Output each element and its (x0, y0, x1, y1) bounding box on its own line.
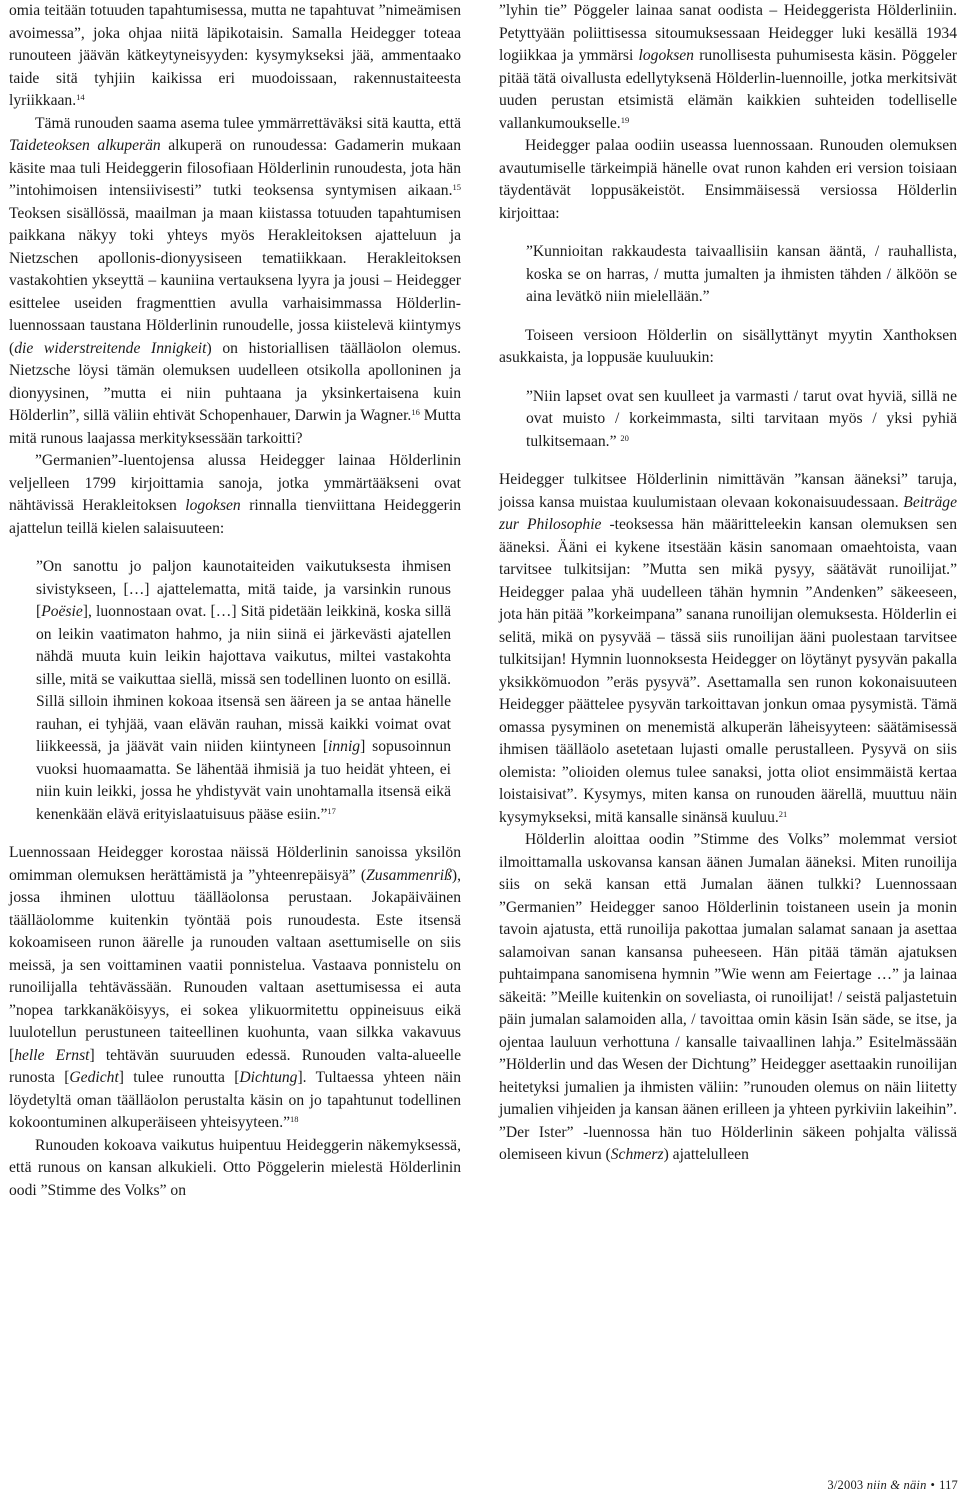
right-column (499, 0, 957, 1167)
page-footer (706, 1478, 958, 1493)
footnote-ref-19[interactable]: 19 (620, 114, 630, 125)
footnote-ref-20[interactable]: 20 (620, 432, 629, 443)
block-quote: ”Kunnioitan rakkaudesta taivaallisiin kansan ääntä, / rauhallista, koska se on harras, / mutta jumalten ja ihmisten tähden / älköön se aina levätkö niin mielellään.” (526, 243, 957, 305)
german-term: die widerstreitende Innigkeit (14, 339, 207, 357)
paragraph: Tämä runouden saama asema tulee ymmärrettäväksi sitä kautta, että Taideteoksen alkuperän alkuperä on runoudessa: Gadamerin mukaan käsite maa tuli Heideggerin filosofiaan Hölderlinin runoudesta, jota hän ”intohimoisen intensiivisesti” tutki teoksensa syntymisen aikaan.$^{15}$ Teoksen sisällössä, maailman ja maan kiistassa totuuden tapahtumisen paikkana näkyy toki yhteys myös Herakleitoksen ajatteluun ja Nietzschen apollonis-dionyysiseen tematiikkaan. Herakleitoksen vastakohtien ykseyttä – kauniina vertauksena lyyra ja jousi – Heidegger esittelee useiden fragmenttien avulla varhaisimmassa Hölderlin-luennossaan taustana Hölderlinin runoudelle, jossa kiistelevä kiintymys (die widerstreitende Innigkeit) on historiallisen täälläolon olemus. Nietzsche löysi tämän olemuksen uudelleen otsikolla apolloninen ja dionyysinen, ”mutta ei niin puhtaana ja yksinkertaisena kuin Hölderlin”, sillä väliin ehtivät Schopenhauer, Darwin ja Wagner.$^{16}$ Mutta mitä runous laajassa merkityksessään tarkoitti? (9, 114, 461, 447)
block-quote: ”Niin lapset ovat sen kuulleet ja varmasti / tarut ovat hyviä, sillä ne ovat muisto / korkeimmasta, silti tarvitaan myös / yksi pyhiä tulkitsemaan.” $^{20}$ (526, 387, 957, 450)
bullet-separator: • (930, 1478, 936, 1492)
paragraph: Luennossaan Heidegger korostaa näissä Hölderlinin sanoissa yksilön omimman olemuksen herättämistä ja ”yhteenrepäisyä” (Zusammenriß), jossa ihminen ulottuu täälläolonsa perustaan. Jokapäiväinen täälläolomme kuitenkin työntää pois runoudesta. Este itsensä kokoamiseen runon äärelle ja runouden valtaan asettumiselle on siis meissä, ja sen voittaminen vaatii ponnistelua. Vastaava ponnistelu on runoilijalla tehtävässään. Runouden valtaan asettumisessa ei auta ”nopea tarkkanäköisyys, ei sokea ylikuormitettu oppineisuus eikä luulotellun perustuneen taiteellinen kuohunta, vaan silkka vakavuus [helle Ernst] tehtävän suuruuden edessä. Runouden valta-alueelle runosta [Gedicht] tulee runoutta [Dichtung]. Tultaessa yhteen näin löydetyltä oman täälläolon perustalta käsin on jo tapahtunut todellinen kokoontuminen alkuperäiseen yhteisyyteen.”$^{18}$ (9, 844, 461, 1131)
issue-number: 3/2003 (827, 1478, 864, 1492)
paragraph: Heidegger palaa oodiin useassa luennossaan. Runouden olemuksen avautumiselle tärkeimpiä hänelle ovat runon kahden eri version toisiaan täydentävät loppusäkeistöt. Ensimmäisessä versiossa Hölderlin kirjoittaa: (499, 137, 957, 222)
paragraph: omia teitään totuuden tapahtumisessa, mutta ne tapahtuvat ”nimeämisen avoimessa”, joka ohjaa niitä läpikotaisin. Samalla Heidegger toteaa runouteen jäävän kätkeytyneisyyden: kysymykseksi jää, ammentaako taide sitä tyhjiin kaikissa eri muodoissaan, rakennustaiteesta lyriikkaan.$^{14}$ (9, 2, 461, 109)
left-column (9, 0, 461, 1202)
book-title: Beiträge zur Philosophie (499, 493, 957, 533)
paragraph: Runouden kokoava vaikutus huipentuu Heideggerin näkemyksessä, että runous on kansan alkukieli. Otto Pöggelerin mielestä Hölderlinin oodi ”Stimme des Volks” on (9, 1136, 461, 1199)
footnote-ref-18[interactable]: 18 (290, 1114, 299, 1124)
paragraph: Toiseen versioon Hölderlin on sisällyttänyt myytin Xanthoksen asukkaista, ja loppusäe kuuluukin: (499, 326, 957, 366)
paragraph: ”lyhin tie” Pöggeler lainaa sanat oodista – Heideggerista Hölderliniin. Petyttyään poliittisessa sitoumuksessaan Heidegger luki kesällä 1934 logiikkaa ja ymmärsi logoksen runollisesta puhumisesta käsin. Pöggeler pitää tätä oivallusta edellytyksenä Hölderlin-luennoille, jotka merkitsivät uuden perustan etsimistä elämän kaikkien suhteiden todelliselle vallankumoukselle.$^{19}$ (499, 2, 957, 132)
paragraph: Heidegger tulkitsee Hölderlinin nimittävän ”kansan ääneksi” taruja, joissa kansa muistaa kuulumistaan olevaan kokonaisuudessaan. Beiträge zur Philosophie -teoksessa hän määritteleekin kansan olemuksen sen ääneksi. Ääni ei kykene itsestään käsin sanomaan omaehtoista, vaan tarvitsee tulkitsijan: ”Mutta sen mikä pysyy, säätävät runoilijat.” Heidegger palaa yhä uudelleen tähän hymnin ”Andenken” säkeeseen, jota hän pitää ”korkeimpana” sanana runoilijan olemuksesta. Hölderlin ei selitä, mikä on pysyvää – tässä siis runoilijan ääni puolestaan tarvitsee tulkitsijan! Hymnin luonnoksesta Heidegger on löytänyt pysyvän pakalla yksikkömuodon ”eräs pysyvä”. Asettamalla sen runon kokonaisuuteen Heidegger päättelee pysyvän tarkoittavan jonkun omaa pysymistä. Tämä omassa pysyminen on menemistä alkuperän läheisyyteen: säätämisessä ihmisen täälläolo asetetaan lujasti omalle perustalleen. Pysyvä on siis olemista: ”olioiden olemus tulee sanaksi, jotta oliot ensimmäistä kertaa loistaisivat”. Kysymys, miten kansa on runouden äärellä, muuttuu näin kysymykseksi, mitä kansalle sinänsä kuuluu.$^{21}$ (499, 471, 957, 826)
block-quote: ”On sanottu jo paljon kaunotaiteiden vaikutuksesta ihmisen sivistykseen, […] ajattelematta, mitä taide, ja varsinkin runous [Poësie], luonnostaan ovat. […] Sitä pidetään leikkinä, koska sillä on leikin vaatimaton hahmo, ja niin siinä ei järkevästi ajatellen nähdä muuta kuin leikin hajottava vaikutus, miltei vastakohta sille, mitä se vaikuttaa siellä, missä sen todellinen luonto on esillä. Sillä silloin ihminen kokoaa itsensä sen ääreen ja se antaa hänelle rauhan, ei tyhjää, vaan elävän rauhan, missä kaikki voimat ovat liikkeessä, ja jäävät vain niiden kiintyneen [innig] sopusoinnun vuoksi huomaamatta. Se lähentää ihmisiä ja tuo heidät yhteen, ei niin kuin leikki, jossa he yhdistyvät vain unohtamalla itsensä eikä kenenkään elävä erityislaatuisuus pääse esiin.”$^{17}$ (36, 558, 451, 823)
paragraph: Hölderlin aloittaa oodin ”Stimme des Volks” molemmat versiot ilmoittamalla uskovansa kansan äänen Jumalan ääneksi. Miten runoilija siis on sekä kansan että Jumalan äänen tulkki? Luennossaan ”Germanien” Heidegger sanoo Hölderlinin toistaneen usein ja monin tavoin ajatusta, että runoilija pakottaa jumalan salamat sanaan ja asettaa salamoivan sanan kansansa puheeseen. Hän pitää tämän ajatuksen puhtaimpana sanomisena hymnin ”Wie wenn am Feiertage …” ja lainaa säkeitä: ”Meille kuitenkin on soveliasta, oi runoilijat! / seistä paljastetuin päin jumalan salamoiden alla, / tavoittaa omin käsin Isän säde, se itse, ja ojentaa lauluun verhottuna / kansalle taivaallinen lahja.” Esitelmässään ”Hölderlin und das Wesen der Dichtung” Heidegger asettaakin runoilijan heitetyksi jumalien ja ihmisten väliin: ”runouden olemus on näin liitetty jumalien vihjeiden ja kansan äänen erilleen ja yhteen pyrkiviin lakeihin”. ”Der Ister” -luennossa hän tuo Hölderlinin säkeen pohjalta välissä olemiseen kivun (Schmerz) ajattelulleen (499, 831, 957, 1163)
footnote-ref-16[interactable]: 16 (411, 407, 420, 417)
book-title: Taideteoksen alkuperän (9, 137, 161, 154)
paragraph: ”Germanien”-luentojensa alussa Heidegger lainaa Hölderlinin veljelleen 1799 kirjoittamia sanoja, jotka ymmärtääkseni ovat nähtävissä Herakleitoksen logoksen rinnalla tienviittana Heideggerin ajattelun teillä kielen salaisuuteen: (9, 452, 461, 537)
footnote-ref-15[interactable]: 15 (452, 182, 461, 192)
footnote-ref-14[interactable]: 14 (76, 92, 85, 102)
footnote-ref-21[interactable]: 21 (778, 808, 788, 819)
term-logos: logoksen (185, 497, 241, 514)
page-number: 117 (939, 1478, 958, 1492)
footnote-ref-17[interactable]: 17 (327, 805, 336, 816)
journal-name: niin & näin (866, 1478, 927, 1492)
